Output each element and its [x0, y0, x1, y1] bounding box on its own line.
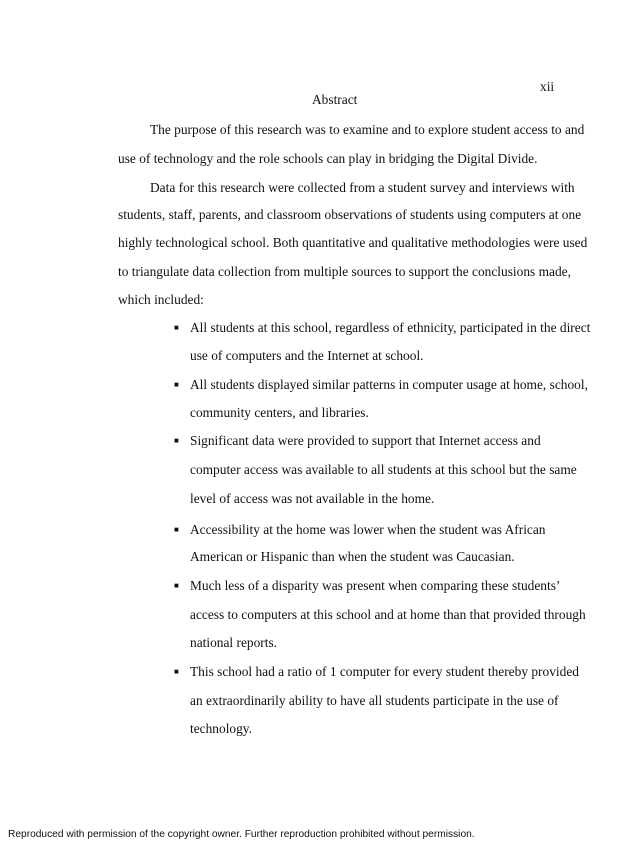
bullet-4-line-2: American or Hispanic than when the student was Caucasian. — [190, 549, 515, 564]
bullet-marker: ■ — [174, 581, 179, 590]
bullet-6-line-2: an extraordinarily ability to have all students participate in the use of — [190, 693, 559, 708]
bullet-5-line-2: access to computers at this school and at home than that provided through — [190, 607, 586, 622]
bullet-marker: ■ — [174, 380, 179, 389]
paragraph-2-line-3: highly technological school. Both quantitative and qualitative methodologies were used — [118, 235, 588, 250]
bullet-marker: ■ — [174, 323, 179, 332]
page-number: xii — [540, 79, 555, 94]
bullet-2-line-2: community centers, and libraries. — [190, 405, 369, 420]
paragraph-1-line-2: use of technology and the role schools can play in bridging the Digital Divide. — [118, 151, 538, 166]
bullet-marker: ■ — [174, 436, 179, 445]
paragraph-2-line-5: which included: — [118, 292, 204, 307]
bullet-5-line-3: national reports. — [190, 635, 278, 650]
bullet-3-line-2: computer access was available to all students at this school but the same — [190, 462, 577, 477]
paragraph-1-line-1: The purpose of this research was to examine and to explore student access to and — [150, 122, 585, 137]
bullet-3-line-3: level of access was not available in the home. — [190, 491, 435, 506]
bullet-6-line-1: This school had a ratio of 1 computer for every student thereby provided — [190, 664, 579, 679]
paragraph-2-line-4: to triangulate data collection from multiple sources to support the conclusions made, — [118, 264, 571, 279]
copyright-footer: Reproduced with permission of the copyright owner. Further reproduction prohibited without permission. — [8, 829, 475, 840]
page-title: Abstract — [312, 92, 358, 107]
bullet-4-line-1: Accessibility at the home was lower when the student was African — [190, 522, 546, 537]
bullet-6-line-3: technology. — [190, 721, 252, 736]
bullet-3-line-1: Significant data were provided to support that Internet access and — [190, 433, 541, 448]
paragraph-2-line-1: Data for this research were collected from a student survey and interviews with — [150, 180, 575, 195]
bullet-5-line-1: Much less of a disparity was present when comparing these students’ — [190, 578, 561, 593]
bullet-marker: ■ — [174, 667, 179, 676]
bullet-1-line-2: use of computers and the Internet at school. — [190, 348, 424, 363]
bullet-marker: ■ — [174, 525, 179, 534]
bullet-2-line-1: All students displayed similar patterns in computer usage at home, school, — [190, 377, 588, 392]
bullet-1-line-1: All students at this school, regardless of ethnicity, participated in the direct — [190, 320, 591, 335]
paragraph-2-line-2: students, staff, parents, and classroom observations of students using computers at one — [118, 207, 582, 222]
